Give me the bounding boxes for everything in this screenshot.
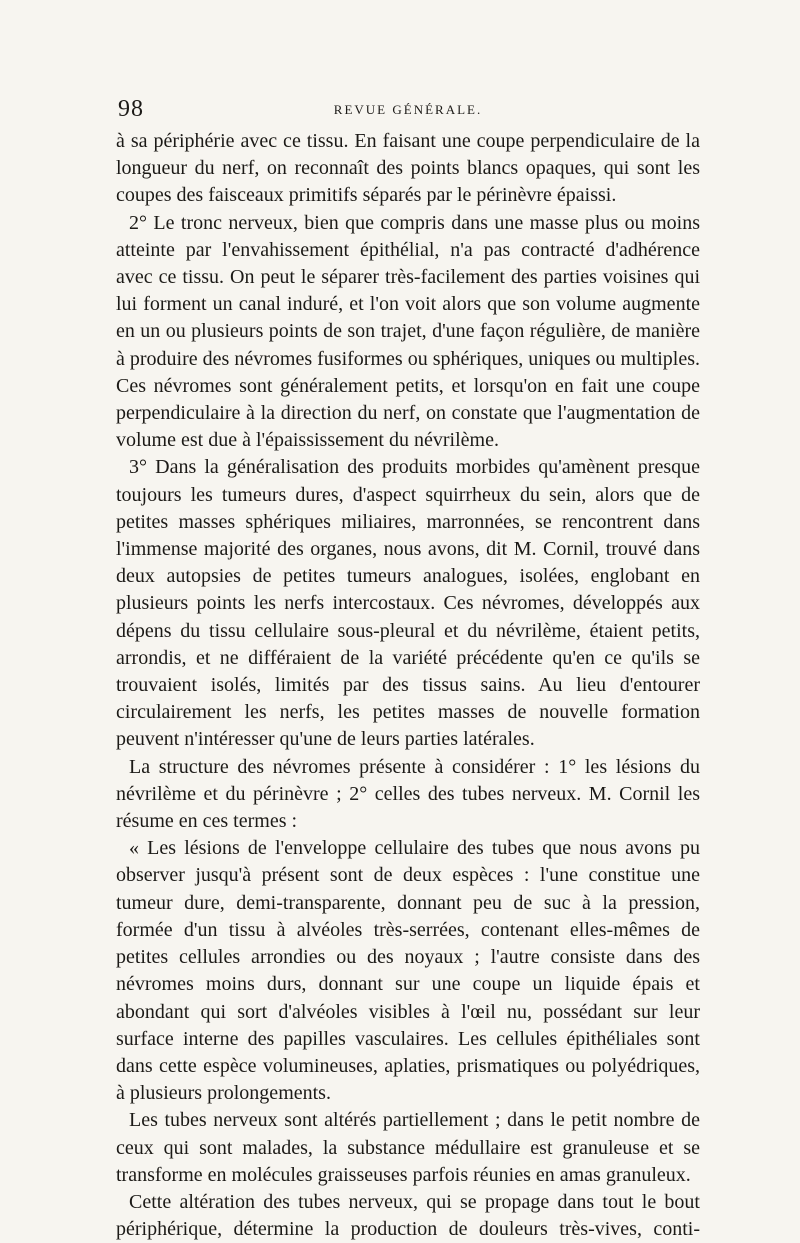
- paragraph-4: La structure des névromes présente à considérer : 1° les lésions du névrilème et du périnèvre ; 2° celles des tubes nerveux. M. Cornil les résume en ces termes :: [116, 755, 700, 833]
- paragraph-7: Cette altération des tubes nerveux, qui se propage dans tout le bout périphérique, détermine la production de douleurs très-vives, conti-: [116, 1190, 700, 1241]
- paragraph-3: 3° Dans la généralisation des produits morbides qu'amènent presque toujours les tumeurs dures, d'aspect squirrheux du sein, alors que de petites masses sphériques miliaires, marronnées, se rencontrent dans l'immense majorité des organes, nous avons, dit M. Cornil, trouvé dans deux autopsies de petites tumeurs analogues, isolées, englobant en plusieurs points les nerfs intercostaux. Ces névromes, développés aux dépens du tissu cellulaire sous-pleural et du névrilème, étaient petits, arrondis, et ne différaient de la variété précédente qu'en ce qu'ils se trouvaient isolés, limités par des tissus sains. Au lieu d'entourer circulairement les nerfs, les petites masses de nouvelle formation peuvent n'intéresser qu'une de leurs parties latérales.: [116, 456, 700, 751]
- page-header: [116, 96, 700, 128]
- paragraph-5-quote: « Les lésions de l'enveloppe cellulaire des tubes que nous avons pu observer jusqu'à présent sont de deux espèces : l'une constitue une tumeur dure, demi-transparente, donnant peu de suc à la pression, formée d'un tissu à alvéoles très-serrées, contenant elles-mêmes de petites cellules arrondies ou des noyaux ; l'autre consiste dans des névromes moins durs, donnant sur une coupe un liquide épais et abondant qui sort d'alvéoles visibles à l'œil nu, possédant sur leur surface interne des papilles vasculaires. Les cellules épithéliales sont dans cette espèce volumineuses, aplaties, prismatiques ou polyédriques, à plusieurs prolongements.: [116, 837, 700, 1105]
- page-number: 98: [118, 96, 144, 122]
- paragraph-6: Les tubes nerveux sont altérés partiellement ; dans le petit nombre de ceux qui sont malades, la substance médullaire est granuleuse et se transforme en molécules graisseuses parfois réunies en amas granuleux.: [116, 1109, 700, 1186]
- body-text: [116, 128, 700, 1243]
- book-page: [116, 96, 700, 1243]
- paragraph-1: à sa périphérie avec ce tissu. En faisant une coupe perpendiculaire de la longueur du nerf, on reconnaît des points blancs opaques, qui sont les coupes des faisceaux primitifs séparés par le périnèvre épaissi.: [116, 130, 700, 207]
- paragraph-2: 2° Le tronc nerveux, bien que compris dans une masse plus ou moins atteinte par l'envahissement épithélial, n'a pas contracté d'adhérence avec ce tissu. On peut le séparer très-facilement des parties voisines qui lui forment un canal induré, et l'on voit alors que son volume augmente en un ou plusieurs points de son trajet, d'une façon régulière, de manière à produire des névromes fusiformes ou sphériques, uniques ou multiples. Ces névromes sont généralement petits, et lorsqu'on en fait une coupe perpendiculaire à la direction du nerf, on constate que l'augmentation de volume est due à l'épaississement du névrilème.: [116, 211, 700, 452]
- running-title: REVUE GÉNÉRALE.: [333, 102, 483, 117]
